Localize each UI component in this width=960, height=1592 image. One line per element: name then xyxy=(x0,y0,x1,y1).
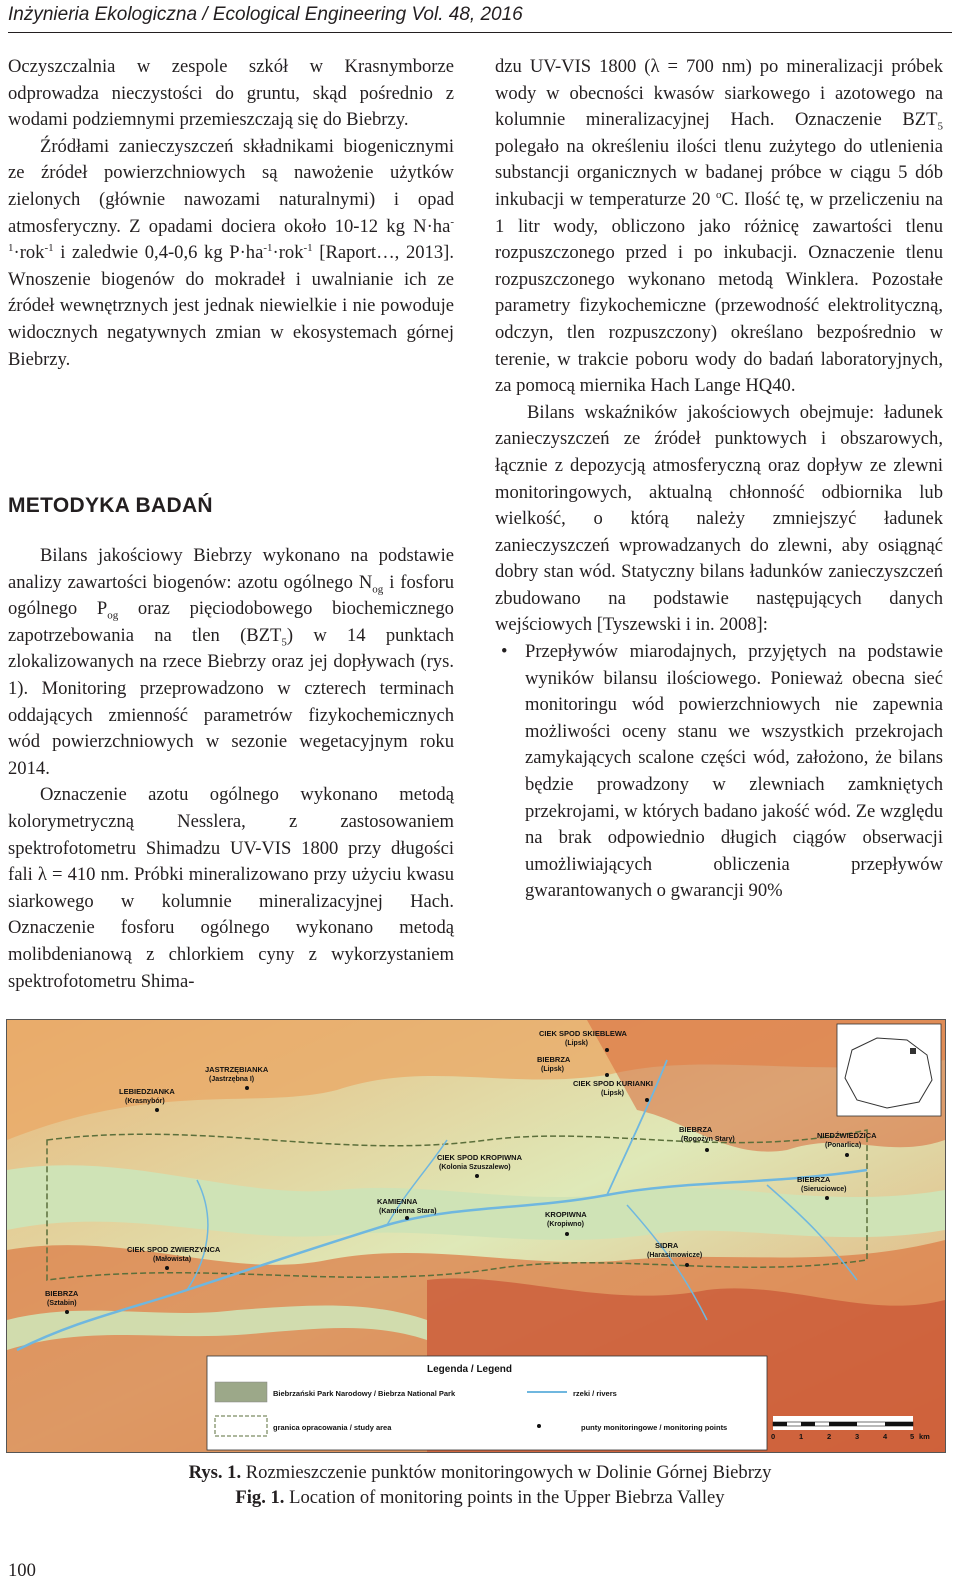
map-label: (Kolonia Szuszalewo) xyxy=(439,1164,511,1171)
map-label: (Lipsk) xyxy=(541,1066,564,1073)
legend-title: Legenda / Legend xyxy=(427,1364,513,1375)
section-heading: METODYKA BADAŃ xyxy=(8,494,213,517)
paragraph: Oznaczenie azotu ogólnego wykonano metodą kolorymetryczną Nesslera, z zastosowaniem spektrofotometru Shimadzu UV-VIS 1800 przy długości fali λ = 410 nm. Próbki mineralizowano przy użyciu kwasu siarkowego w kolumnie mineralizacyjnej Hach. Oznaczenie fosforu ogólnego wykonano metodą molibdenianową z chlorkiem cyny z wykorzystaniem spektrofotometru Shima- xyxy=(8,784,454,992)
paragraph: Bilans wskaźników jakościowych obejmuje: ładunek zanieczyszczeń ze źródeł punktowych i obszarowych, łącznie z depozycją atmosferyczną oraz dopływ ze zlewni monitoringowych, aktualną chłonność odbiornika lub wielkość, o którą należy zmniejszyć ładunek zanieczyszczeń wprowadzanych do zlewni, aby osiągnąć dobry stan wód. Statyczny bilans ładunków zanieczyszczeń zbudowano na podstawie następujących danych wejściowych [Tyszewski i in. 2008]: xyxy=(495,401,943,636)
legend-point-swatch xyxy=(537,1424,541,1428)
header-rule xyxy=(8,32,952,33)
map-label: KAMIENNA xyxy=(377,1197,418,1206)
scale-tick: 0 xyxy=(771,1432,776,1441)
map-label: (Jastrzębna I) xyxy=(209,1076,255,1083)
map-label: CIEK SPOD KURIANKI xyxy=(573,1079,654,1088)
map-label: CIEK SPOD SKIEBLEWA xyxy=(539,1029,627,1038)
scale-tick: 4 xyxy=(883,1432,888,1441)
paragraph: Oczyszczalnia w zespole szkół w Krasnymborze odprowadza nieczystości do gruntu, skąd pośrednio z wodami podziemnymi przemieszczają się do Biebrzy. xyxy=(8,56,454,131)
paragraph: dzu UV-VIS 1800 (λ = 700 nm) po mineralizacji próbek wody w obecności kwasów siarkowego i azotowego na kolumnie mineralizacyjnej Hach. Oznaczenie $BZT_5$ polegało na określeniu ilości tlenu zużytego do utlenienia substancji organicznych w badanej próbce w ciągu 5 dób inkubacji w temperaturze 20 $^o$C. Ilość tę, w przeliczeniu na 1 litr wody, obliczono jako różnicę zawartości tlenu rozpuszczonego przed i po inkubacji. Oznaczenie tlenu rozpuszczonego wykonano metodą Winklera. Pozostałe parametry fizykochemiczne (przewodność elektrolityczną, odczyn, tlen rozpuszczony) określano bezpośrednio w terenie, w trakcie poboru wody do badań laboratoryjnych, za pomocą miernika Hach Lange HQ40. xyxy=(495,56,944,397)
figure-caption-en: Fig. 1. Location of monitoring points in the Upper Biebrza Valley xyxy=(235,1487,725,1508)
legend-area-label: granica opracowania / study area xyxy=(273,1423,392,1432)
paragraph: Źródłami zanieczyszczeń składnikami biogenicznymi ze źródeł powierzchniowych są nawożenie użytków zielonych (głównie nawozami naturalnymi) i opad atmosferyczny. Z opadami dociera około 10-12 kg $N\cdot ha^{-1}\cdot rok^{-1}$ i zaledwie 0,4-0,6 kg $P\cdot ha^{-1}\cdot rok^{-1}$ [Raport…, 2013]. Wnoszenie biogenów do mokradeł i uwalnianie ich ze źródeł wewnętrznych jest jednak niewielkie i nie powoduje widocznych negatywnych zmian w ekosystemach górnej Biebrzy. xyxy=(8,135,454,370)
legend-rivers-label: rzeki / rivers xyxy=(573,1389,617,1398)
page-number: 100 xyxy=(8,1560,36,1581)
map-label: (Ponarlica) xyxy=(825,1142,862,1149)
scale-tick: 3 xyxy=(855,1432,860,1441)
legend-points-label: punty monitoringowe / monitoring points xyxy=(581,1423,728,1432)
legend-park-swatch xyxy=(215,1382,267,1402)
map-legend xyxy=(207,1356,767,1450)
map-label: NIEDŹWIEDZICA xyxy=(817,1131,877,1140)
map-label: (Małowista) xyxy=(153,1256,192,1263)
scale-tick: 5 xyxy=(910,1432,915,1441)
map-label: (Harasimowicze) xyxy=(647,1252,703,1259)
map-label: KROPIWNA xyxy=(545,1210,587,1219)
map-label: BIEBRZA xyxy=(797,1175,831,1184)
scale-tick: 1 xyxy=(799,1432,804,1441)
map-label: (Krasnybór) xyxy=(125,1098,165,1105)
legend-area-swatch xyxy=(215,1416,267,1436)
map-svg xyxy=(7,1020,945,1452)
bullet-item: • Przepływów miarodajnych, przyjętych na podstawie wyników bilansu ilościowego. Ponieważ obecna sieć monitoringu wód powierzchniowych nie zapewnia możliwości oceny stanu we wszystkich przekrojach zamykających scalone części wód, założono, że bilans będzie prowadzony w zlewniach zamkniętych przekrojami, w których badano jakość wód. Ze względu na brak odpowiednio długich ciągów obserwacji umożliwiających obliczenia przepływów gwarantowanych o gwarancji 90% xyxy=(495,639,943,905)
map-label: SIDRA xyxy=(655,1241,679,1250)
map-label: (Sieruciowce) xyxy=(801,1186,847,1193)
legend-park-label: Biebrzański Park Narodowy / Biebrza National Park xyxy=(273,1389,456,1398)
scale-tick: 2 xyxy=(827,1432,832,1441)
scale-unit: km xyxy=(919,1432,930,1441)
map-label: BIEBRZA xyxy=(679,1125,713,1134)
map-label: JASTRZĘBIANKA xyxy=(205,1065,269,1074)
map-label: (Lipsk) xyxy=(565,1040,588,1047)
map-label: (Kamienna Stara) xyxy=(379,1208,437,1215)
inset-map-poland xyxy=(837,1024,941,1116)
right-column xyxy=(495,54,943,905)
map-label: CIEK SPOD ZWIERZYNCA xyxy=(127,1245,221,1254)
map-label: (Rogożyn Stary) xyxy=(681,1136,735,1143)
left-column xyxy=(8,54,454,373)
figure-caption-pl: Rys. 1. Rozmieszczenie punktów monitoringowych w Dolinie Górnej Biebrzy xyxy=(188,1462,772,1483)
map-label: (Sztabin) xyxy=(47,1300,77,1307)
map-label: (Lipsk) xyxy=(601,1090,624,1097)
bullet-list xyxy=(495,639,943,905)
map-label: CIEK SPOD KROPIWNA xyxy=(437,1153,523,1162)
map-figure xyxy=(6,1019,946,1453)
paragraph: Bilans jakościowy Biebrzy wykonano na podstawie analizy zawartości biogenów: azotu ogólnego $N_{og}$ i fosforu ogólnego $P_{og}$ oraz pięciodobowego biochemicznego zapotrzebowania na tlen $(BZT_5)$ w 14 punktach zlokalizowanych na rzece Biebrzy oraz jej dopływach (rys. 1). Monitoring przeprowadzono w czterech terminach oddających zmienność parametrów fizykochemicznych wód powierzchniowych w sezonie wegetacyjnym roku 2014. xyxy=(8,545,455,779)
map-label: LEBIEDZIANKA xyxy=(119,1087,175,1096)
left-column-methods xyxy=(8,543,454,995)
running-header: Inżynieria Ekologiczna / Ecological Engineering Vol. 48, 2016 xyxy=(8,4,523,25)
map-label: BIEBRZA xyxy=(537,1055,571,1064)
map-label: (Kropiwno) xyxy=(547,1221,584,1228)
map-label: BIEBRZA xyxy=(45,1289,79,1298)
